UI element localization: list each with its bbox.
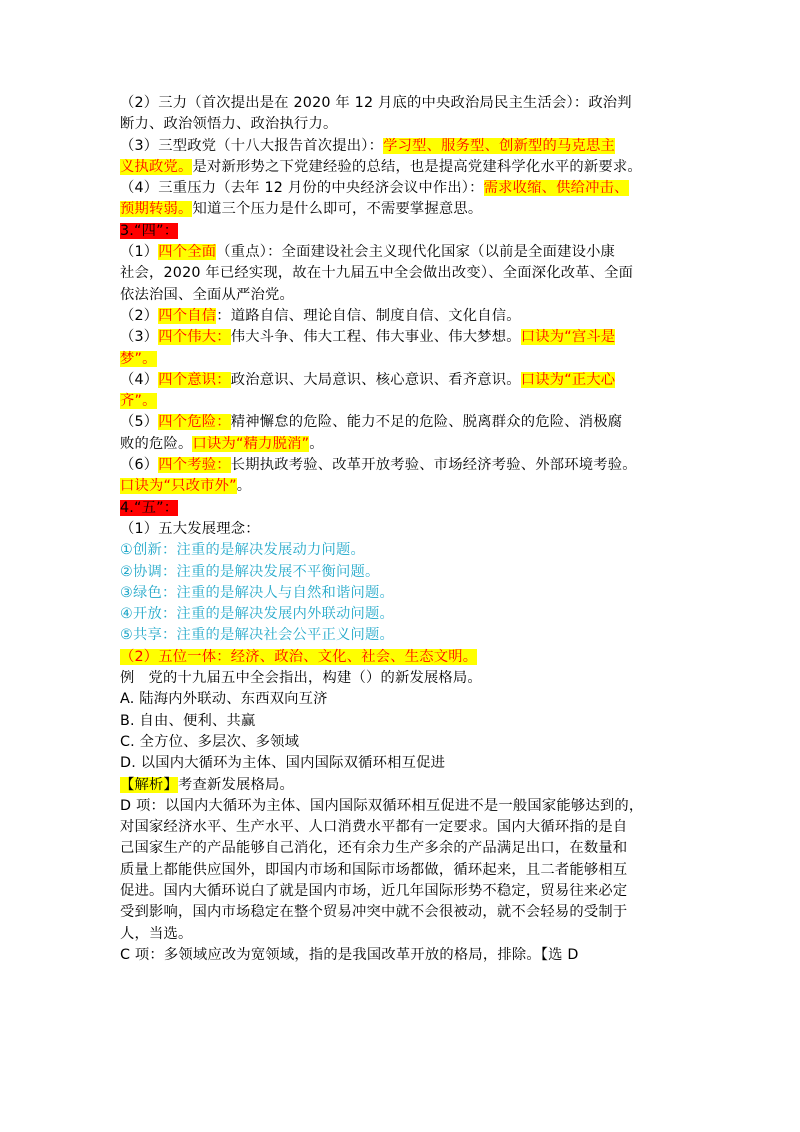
- linian-chuangxin: ①创新：注重的是解决发展动力问题。: [120, 542, 365, 559]
- analysis-d-text: 促进。国内大循环说白了就是国内市场，近几年国际形势不稳定，贸易往来必定: [120, 882, 628, 899]
- quanmian-text-cont: 社会，2020 年已经实现，故在十九届五中全会做出改变）、全面深化改革、全面: [120, 265, 634, 282]
- text-line: [120, 625, 685, 646]
- item-number: （4）: [120, 371, 159, 388]
- item-number: （3）: [120, 329, 159, 346]
- heading-si-text: 3.“四”：: [120, 222, 179, 239]
- quanmian-text-end: 依法治国、全面从严治党。: [120, 286, 294, 303]
- section-heading-wu: [120, 498, 685, 519]
- text-line: [120, 93, 685, 114]
- text-line: [120, 647, 685, 668]
- weida-mnemonic: 口诀为“宫斗是: [520, 329, 616, 346]
- example-question-text: 党的十九届五中全会指出，构建（）的新发展格局。: [148, 670, 482, 687]
- weixian-text: 精神懈怠的危险、能力不足的危险、脱离群众的危险、消极腐: [230, 414, 623, 431]
- item-number: （5）: [120, 414, 159, 431]
- linian-lvse: ③绿色：注重的是解决人与自然和谐问题。: [120, 584, 394, 601]
- text-line: [120, 881, 685, 902]
- document-body: [120, 93, 685, 966]
- example-label: 例: [120, 670, 135, 687]
- text-line: [120, 327, 685, 348]
- text-line: [120, 136, 685, 157]
- weida-text: 伟大斗争、伟大工程、伟大事业、伟大梦想。: [230, 329, 521, 346]
- text-line: [120, 562, 685, 583]
- analysis-header: [120, 775, 685, 796]
- analysis-d-text: 质量上都能供应国外，即国内市场和国际市场都做，循环起来，且二者能够相互: [120, 861, 628, 878]
- text-line: [120, 178, 685, 199]
- option-d: [120, 753, 685, 774]
- option-a: [120, 689, 685, 710]
- sanxing-text-cont: 是对新形势之下党建经验的总结，也是提高党建科学化水平的新要求。: [192, 158, 642, 175]
- text-line: [120, 604, 685, 625]
- analysis-d-text: 己国家生产的产品能够自己消化，还有余力生产多余的产品满足出口，在数量和: [120, 840, 628, 857]
- text-line: [120, 349, 685, 370]
- yali-highlight: 需求收缩、供给冲击、: [483, 180, 629, 197]
- analysis-c-text: C 项：多领域应改为宽领域，指的是我国改革开放的格局，排除。【选 D: [120, 946, 579, 963]
- kaoyan-text: 长期执政考验、改革开放考验、市场经济考验、外部环境考验。: [230, 457, 637, 474]
- item-number: （2）: [120, 307, 159, 324]
- text-line: [120, 902, 685, 923]
- text-line: [120, 796, 685, 817]
- option-d-text: D. 以国内大循环为主体、国内国际双循环相互促进: [120, 755, 446, 772]
- yali-highlight-cont: 预期转弱。: [120, 201, 193, 218]
- text-line: [120, 540, 685, 561]
- sanxing-highlight-cont: 义执政党。: [120, 158, 193, 175]
- text-line: [120, 476, 685, 497]
- option-b: [120, 711, 685, 732]
- text-line: [120, 455, 685, 476]
- text-line: [120, 434, 685, 455]
- example-question: [120, 668, 685, 689]
- section-heading-si: [120, 221, 685, 242]
- analysis-label: 【解析】: [120, 776, 178, 793]
- text-line: [120, 370, 685, 391]
- text-line: [120, 199, 685, 220]
- weixian-label: 四个危险：: [158, 414, 231, 431]
- zixin-text: ：道路自信、理论自信、制度自信、文化自信。: [216, 307, 521, 324]
- yishi-mnemonic-cont: 齐”。: [120, 393, 157, 410]
- yishi-text: 政治意识、大局意识、核心意识、看齐意识。: [230, 371, 521, 388]
- quanmian-text: （重点）：全面建设社会主义现代化国家（以前是全面建设小康: [216, 244, 616, 261]
- option-c: [120, 732, 685, 753]
- text-line: [120, 391, 685, 412]
- analysis-d-text: 受到影响，国内市场稳定在整个贸易冲突中就不会很被动，就不会轻易的受制于: [120, 904, 628, 921]
- weixian-mnemonic: 口诀为“精力脱消”: [192, 435, 310, 452]
- linian-xietiao: ②协调：注重的是解决发展不平衡问题。: [120, 563, 380, 580]
- sanli-text: （2）三力（首次提出是在 2020 年 12 月底的中央政治局民主生活会）：政治判: [120, 95, 632, 111]
- linian-kaifang: ④开放：注重的是解决发展内外联动问题。: [120, 606, 394, 623]
- text-line: [120, 583, 685, 604]
- analysis-d-text: 对国家经济水平、生产水平、人口消费水平都有一定要求。国内大循环指的是自: [120, 819, 628, 836]
- zixin-label: 四个自信: [158, 307, 217, 324]
- text-line: [120, 242, 685, 263]
- text-line: [120, 945, 685, 966]
- kaoyan-mnemonic: 口诀为“只改市外”: [120, 478, 237, 495]
- option-c-text: C. 全方位、多层次、多领域: [120, 733, 300, 750]
- text-line: [120, 838, 685, 859]
- text-line: [120, 157, 685, 178]
- text-line: [120, 285, 685, 306]
- weida-mnemonic-cont: 梦”。: [120, 350, 157, 367]
- wuwei-yiti: （2）五位一体：经济、政治、文化、社会、生态文明。: [120, 648, 478, 665]
- kaoyan-label: 四个考验：: [158, 457, 231, 474]
- analysis-d-text: D 项：以国内大循环为主体、国内国际双循环相互促进不是一般国家能够达到的，: [120, 797, 644, 814]
- text-line: [120, 860, 685, 881]
- yali-text: （4）三重压力（去年 12 月份的中央经济会议中作出）：: [120, 180, 484, 197]
- text-line: [120, 306, 685, 327]
- option-b-text: B. 自由、便利、共赢: [120, 712, 256, 729]
- text-line: [120, 263, 685, 284]
- linian-gongxiang: ⑤共享：注重的是解决社会公平正义问题。: [120, 627, 394, 644]
- yali-text-cont: 知道三个压力是什么即可，不需要掌握意思。: [192, 201, 483, 218]
- yishi-mnemonic: 口诀为“正大心: [520, 371, 616, 388]
- text-line: [120, 924, 685, 945]
- sanxing-text: （3）三型政党（十八大报告首次提出）：: [120, 137, 384, 154]
- analysis-d-text: 人，当选。: [120, 925, 193, 942]
- weixian-text-cont: 败的危险。: [120, 435, 193, 452]
- linian-title: （1）五大发展理念：: [120, 520, 260, 537]
- yishi-label: 四个意识：: [158, 371, 231, 388]
- text-line: [120, 817, 685, 838]
- sanli-text-cont: 断力、政治领悟力、政治执行力。: [120, 116, 338, 133]
- quanmian-label: 四个全面: [158, 244, 217, 261]
- text-line: [120, 519, 685, 540]
- sanxing-highlight: 学习型、服务型、创新型的马克思主: [383, 137, 616, 154]
- text-line: [120, 114, 685, 135]
- item-number: （1）: [120, 244, 159, 261]
- option-a-text: A. 陆海内外联动、东西双向互济: [120, 691, 328, 708]
- item-number: （6）: [120, 457, 159, 474]
- heading-wu-text: 4.“五”：: [120, 499, 179, 516]
- period: 。: [309, 435, 324, 452]
- analysis-intro: 考查新发展格局。: [178, 776, 294, 793]
- text-line: [120, 412, 685, 433]
- weida-label: 四个伟大：: [158, 329, 231, 346]
- period: 。: [236, 478, 252, 495]
